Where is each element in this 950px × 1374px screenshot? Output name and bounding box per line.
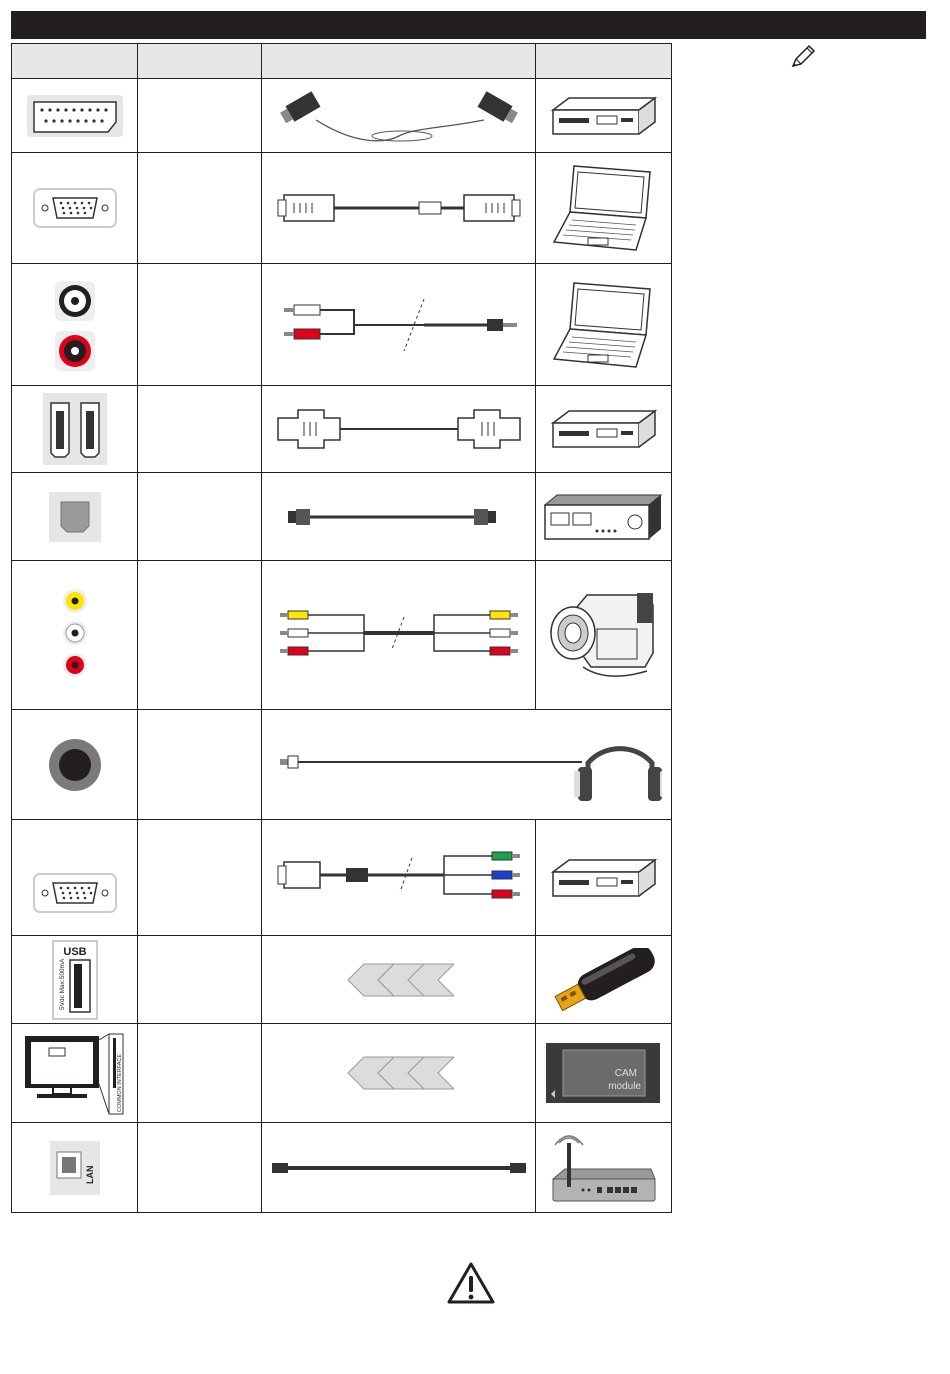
dvd-player-icon <box>547 94 659 138</box>
lan-type <box>138 1123 262 1213</box>
lan-cable-cell <box>262 1123 535 1213</box>
optical-port-icon <box>49 492 101 542</box>
headphone-jack-icon <box>47 737 103 793</box>
usb-type <box>138 936 262 1024</box>
audio-cable-icon <box>274 295 524 355</box>
spdif-port-cell <box>12 473 138 561</box>
table-row <box>12 264 672 386</box>
cam-module-device-cell <box>535 1024 671 1123</box>
ethernet-cable-icon <box>268 1156 530 1180</box>
rca-av-cable-icon <box>274 605 524 665</box>
header-connector <box>12 44 138 79</box>
usb-port-label: USB <box>62 945 87 958</box>
amplifier-icon <box>541 493 665 541</box>
warning-triangle-icon <box>446 1260 496 1306</box>
table-row <box>12 79 672 153</box>
vga-port-icon <box>33 188 117 228</box>
ci-arrow-cell <box>262 1024 535 1123</box>
laptop-device-cell <box>535 153 671 264</box>
headphones-icon <box>574 748 662 800</box>
pc-audio-port-cell <box>12 264 138 386</box>
vga-cable-icon <box>274 183 524 233</box>
laptop-icon <box>550 162 656 254</box>
tv-ci-slot-icon <box>23 1030 127 1116</box>
usb-port-side-text: 5Vdc Max:500mA <box>58 958 66 1010</box>
camcorder-device-cell <box>535 561 671 710</box>
dvd-device-cell <box>535 79 671 153</box>
lan-port-label: LAN <box>84 1165 95 1184</box>
vga-to-component-cable-icon <box>274 848 524 908</box>
chevrons-left-icon <box>344 1055 454 1091</box>
table-row <box>12 710 672 820</box>
usb-arrow-cell <box>262 936 535 1024</box>
av-type <box>138 561 262 710</box>
ypbpr-cable-cell <box>262 820 535 936</box>
warning-block <box>16 1260 926 1306</box>
rca-yellow-white-red-ports-icon <box>55 585 95 685</box>
dvd-player-icon <box>547 407 659 451</box>
vga-cable-cell <box>262 153 535 264</box>
usb-stick-icon <box>543 948 663 1012</box>
pc-audio-type <box>138 264 262 386</box>
router-icon <box>547 1131 659 1205</box>
ypbpr-port-cell <box>12 820 138 936</box>
table-row <box>12 386 672 473</box>
page-title-bar <box>11 11 926 39</box>
table-row <box>12 1123 672 1213</box>
hdmi-cable-cell <box>262 386 535 473</box>
table-row <box>12 936 672 1024</box>
cam-module-icon <box>545 1042 661 1104</box>
av-port-cell <box>12 561 138 710</box>
pc-audio-cable-cell <box>262 264 535 386</box>
dvd-device-cell-3 <box>535 820 671 936</box>
cam-text-2: module <box>608 1081 642 1092</box>
router-device-cell <box>535 1123 671 1213</box>
header-device <box>535 44 671 79</box>
spdif-type <box>138 473 262 561</box>
usb-port-icon <box>52 940 98 1020</box>
lan-port-icon <box>49 1140 101 1196</box>
ci-port-cell <box>12 1024 138 1123</box>
headphone-port-cell <box>12 710 138 820</box>
rca-white-red-ports-icon <box>45 275 105 375</box>
lan-port-cell <box>12 1123 138 1213</box>
table-row <box>12 820 672 936</box>
dvd-player-icon <box>547 856 659 900</box>
laptop-device-cell-2 <box>535 264 671 386</box>
ci-type <box>138 1024 262 1123</box>
spdif-cable-cell <box>262 473 535 561</box>
ypbpr-type <box>138 820 262 936</box>
headphone-cable-cell <box>262 710 672 820</box>
av-cable-cell <box>262 561 535 710</box>
note-block <box>678 44 928 70</box>
cam-text-1: CAM <box>615 1068 638 1079</box>
optical-cable-icon <box>274 502 524 532</box>
hdmi-cable-icon <box>274 404 524 454</box>
dvd-device-cell-2 <box>535 386 671 473</box>
connections-table <box>11 43 672 1213</box>
usb-stick-device-cell <box>535 936 671 1024</box>
laptop-icon <box>550 279 656 371</box>
scart-cable-cell <box>262 79 535 153</box>
headphone-type <box>138 710 262 820</box>
vga-port-cell <box>12 153 138 264</box>
camcorder-icon <box>547 583 659 687</box>
vga-type <box>138 153 262 264</box>
table-row <box>12 473 672 561</box>
headphone-cable-icon <box>272 723 662 807</box>
hdmi-port-cell <box>12 386 138 473</box>
scart-port-cell <box>12 79 138 153</box>
vga-ypbpr-port-icon <box>33 873 117 913</box>
scart-cable-icon <box>274 84 524 148</box>
scart-port-icon <box>26 94 124 138</box>
table-header-row <box>12 44 672 79</box>
ci-slot-text: COMMON INTERFACE <box>116 1053 123 1112</box>
hdmi-type <box>138 386 262 473</box>
amplifier-device-cell <box>535 473 671 561</box>
table-row <box>12 1024 672 1123</box>
chevrons-left-icon <box>344 962 454 998</box>
usb-port-cell <box>12 936 138 1024</box>
hdmi-ports-icon <box>43 393 107 465</box>
header-cables <box>262 44 535 79</box>
header-type <box>138 44 262 79</box>
scart-type <box>138 79 262 153</box>
table-row <box>12 153 672 264</box>
table-row <box>12 561 672 710</box>
pencil-icon <box>790 44 816 70</box>
